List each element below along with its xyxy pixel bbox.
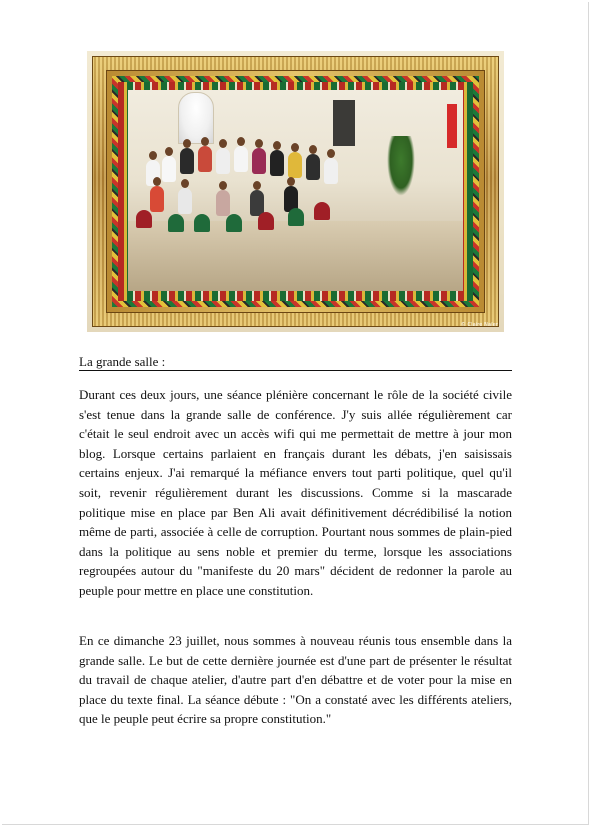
gold-frame xyxy=(92,56,499,327)
mirror-reflection xyxy=(128,90,463,291)
seated-audience xyxy=(128,90,463,291)
framed-mirror-photo xyxy=(87,51,504,332)
body-paragraph: En ce dimanche 23 juillet, nous sommes à nouveau réunis tous ensemble dans la grande salle. Le but de cette dernière journée est d'une part de présenter le résultat du travail de chaque atelier, d'autre part d'en débattre et de voter pour la mise en place du texte final. La séance débute : "On a constaté avec les différents ateliers, que le peuple peut écrire sa propre constitution." xyxy=(79,633,512,727)
section-heading: La grande salle : xyxy=(79,353,512,371)
photo-credit: © Claire Naïer xyxy=(460,322,498,328)
body-paragraph: Durant ces deux jours, une séance plénière concernant le rôle de la société civile s'est tenue dans la grande salle de conférence. J'y suis allée régulièrement car c'était le seul endroit avec un accès wifi qui me permettait de mettre à jour mon blog. Lorsque certains parlaient en français durant les débats, j'en saisissais certains enjeux. J'ai remarqué la méfiance envers tout parti politique, quel qu'il soit, revenir régulièrement durant les discussions. Comme si la mascarade politique mise en place par Ben Ali avait définitivement décrédibilisé la notion même de parti, associée à celle de corruption. Pourtant nous sommes de plain-pied dans la politique au sens noble et premier du terme, lorsque les associations regroupées autour du "manifeste du 20 mars" décident de redonner la parole au peuple pour mettre en place une constitution. xyxy=(79,387,512,598)
